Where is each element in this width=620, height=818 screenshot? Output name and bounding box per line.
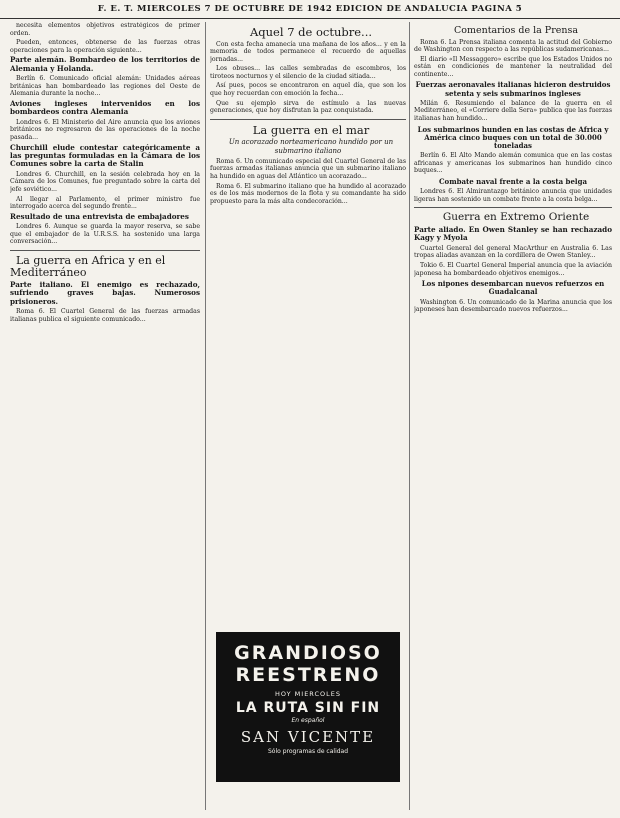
- article-text: Washington 6. Un comunicado de la Marina anuncia que los japoneses han desembarcado nuevos refuerzos...: [414, 298, 612, 314]
- headline: Combate naval frente a la costa belga: [438, 177, 587, 187]
- article-text: Que su ejemplo sirva de estímulo a las nuevas generaciones, que hoy disfrutan la paz conquistada.: [210, 99, 406, 115]
- column-right: [414, 22, 612, 812]
- section-rule: [210, 119, 406, 120]
- headline: Aviones ingleses intervenidos en los bombardeos contra Alemania: [10, 98, 200, 117]
- section-headline: Comentarios de la Prensa: [453, 25, 579, 36]
- section-rule: [10, 250, 200, 251]
- article-text: necesita elementos objetivos estratégicos de primer orden.: [10, 22, 200, 37]
- column-left: [10, 22, 200, 812]
- section-headline: La guerra en el mar: [252, 122, 370, 137]
- article-text: Berlín 6. Comunicado oficial alemán: Unidades aéreas británicas han bombardeado las regiones del Oeste de Alemania durante la noche...: [10, 75, 200, 98]
- article-text: Londres 6. El Ministerio del Aire anuncia que los aviones británicos no regresaron de las operaciones de la noche pasada...: [10, 118, 200, 141]
- ad-date: HOY MIERCOLES: [274, 690, 342, 698]
- headline: Los nipones desembarcan nuevos refuerzos en Guadalcanal: [421, 279, 605, 297]
- ad-film-title: LA RUTA SIN FIN: [235, 700, 381, 716]
- section-headline: Guerra en Extremo Oriente: [442, 211, 590, 224]
- article-text: Londres 6. Aunque se guarda la mayor reserva, se sabe que el embajador de la U.R.S.S. ha sostenido una larga conversación...: [10, 223, 200, 246]
- headline: Parte alemán. Bombardeo de los territorios de Alemania y Holanda.: [10, 55, 200, 73]
- section-headline: Aquel 7 de octubre...: [249, 25, 373, 39]
- article-text: Así pues, pocos se encontraron en aquel día, que son los que hoy recuerdan con emoción la fecha...: [210, 82, 406, 98]
- column-center: [210, 22, 406, 628]
- subheadline: Un acorazado norteamericano hundido por un submarino italiano: [228, 138, 394, 155]
- article-text: Con esta fecha amanecía una mañana de los años... y en la memoria de todos permanece el recuerdo de aquellas jornadas...: [210, 40, 406, 63]
- article-text: El diario «Il Messaggero» escribe que los Estados Unidos no están en condiciones de mantener la neutralidad del continente...: [414, 55, 612, 78]
- article-text: Pueden, entonces, obtenerse de las fuerzas otras operaciones para la operación siguiente...: [10, 39, 200, 54]
- headline: Parte italiano. El enemigo es rechazado, sufriendo graves bajas. Numerosos prisioneros.: [10, 279, 200, 306]
- ad-headline: GRANDIOSO: [234, 642, 382, 664]
- running-head: F. E. T. MIERCOLES 7 DE OCTUBRE DE 1942 EDICION DE ANDALUCIA PAGINA 5: [0, 0, 620, 19]
- article-text: Cuartel General del general MacArthur en Australia 6. Las tropas aliadas avanzan en la cordillera de Owen Stanley...: [414, 244, 612, 260]
- article-text: Roma 6. El Cuartel General de las fuerzas armadas italianas publica el siguiente comunicado...: [10, 308, 200, 323]
- section-headline: La guerra en Africa y en el Mediterráneo: [10, 253, 166, 279]
- article-text: Al llegar al Parlamento, el primer ministro fue interrogado acerca del segundo frente...: [10, 195, 200, 211]
- column-divider: [409, 22, 410, 810]
- headline: Fuerzas aeronavales italianas hicieron destruidos setenta y seis submarinos ingleses: [415, 80, 611, 98]
- headline: Resultado de una entrevista de embajadores: [10, 211, 189, 221]
- article-text: Roma 6. Un comunicado especial del Cuartel General de las fuerzas armadas italianas anuncia que un submarino italiano ha hundido en aguas del Atlántico un acorazado...: [210, 157, 406, 180]
- article-text: Berlín 6. El Alto Mando alemán comunica que en las costas africanas y americanas los submarinos han hundido cinco buques...: [414, 152, 612, 175]
- article-text: Tokio 6. El Cuartel General Imperial anuncia que la aviación japonesa ha bombardeado objetivos enemigos...: [414, 261, 612, 277]
- ad-cinema-name: SAN VICENTE: [240, 728, 376, 746]
- headline: Churchill elude contestar categóricamente a las preguntas formuladas en la Cámara de los Comunes sobre la carta de Stalin: [10, 142, 200, 169]
- section-rule: [414, 207, 612, 208]
- ad-language: En español: [291, 717, 325, 724]
- article-text: Londres 6. El Almirantazgo británico anuncia que unidades ligeras han sostenido un combate frente a la costa belga...: [414, 188, 612, 203]
- article-text: Los obuses... las calles sembradas de escombros, los tiroteos nocturnos y el silencio de la ciudad sitiada...: [210, 65, 406, 80]
- ad-slogan: Sólo programas de calidad: [267, 748, 349, 755]
- column-divider: [205, 22, 206, 810]
- article-text: Milán 6. Resumiendo el balance de la guerra en el Mediterráneo, el «Corriere della Sera» publica que las fuerzas italianas han hundido...: [414, 99, 612, 123]
- ad-headline: REESTRENO: [235, 664, 381, 686]
- cinema-advertisement: [216, 632, 400, 782]
- article-text: Roma 6. El submarino italiano que ha hundido al acorazado es de los más modernos de la flota y su comandante ha sido propuesto para la más alta condecoración...: [210, 182, 406, 205]
- article-text: Roma 6. La Prensa italiana comenta la actitud del Gobierno de Washington con respecto a las repúblicas sudamericanas...: [414, 38, 612, 54]
- headline: Parte aliado. En Owen Stanley se han rechazado Kagy y Myola: [414, 224, 612, 243]
- headline: Los submarinos hunden en las costas de Africa y América cinco buques con un total de 30.000 toneladas: [417, 124, 609, 151]
- article-text: Londres 6. Churchill, en la sesión celebrada hoy en la Cámara de los Comunes, fue preguntado sobre la carta del jefe soviético...: [10, 170, 200, 193]
